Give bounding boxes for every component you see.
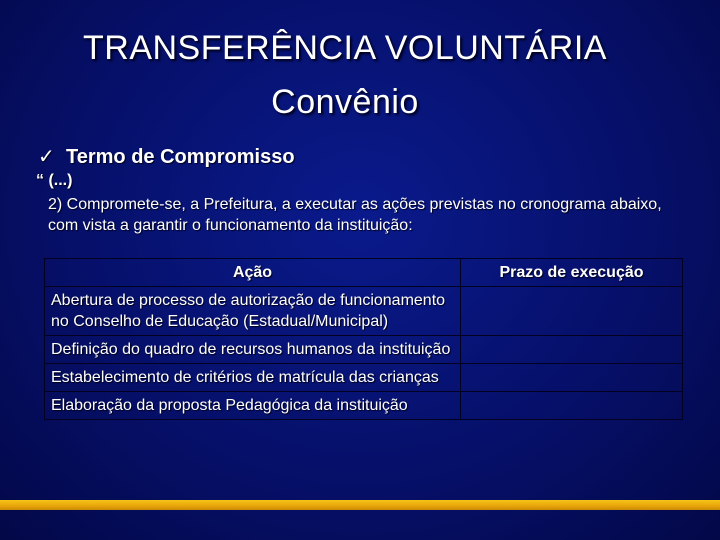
header-acao: Ação: [45, 259, 461, 287]
footer-accent-bar: [0, 500, 720, 510]
cell-prazo: [461, 364, 683, 392]
cell-acao: Elaboração da proposta Pedagógica da instituição: [45, 392, 461, 420]
cell-prazo: [461, 336, 683, 364]
table-row: [45, 336, 683, 364]
page-subtitle: Convênio: [271, 83, 419, 121]
table-row: [45, 287, 683, 336]
cell-prazo: [461, 392, 683, 420]
schedule-table: [44, 258, 683, 420]
bullet-label: Termo de Compromisso: [66, 146, 295, 168]
quote-open: “ (...): [36, 172, 73, 189]
check-icon: ✓: [38, 146, 55, 168]
table-header-row: [45, 259, 683, 287]
bullet-item: [38, 144, 295, 169]
page-title: TRANSFERÊNCIA VOLUNTÁRIA: [83, 29, 607, 67]
cell-acao: Definição do quadro de recursos humanos da instituição: [45, 336, 461, 364]
cell-prazo: [461, 287, 683, 336]
cell-acao: Estabelecimento de critérios de matrícula das crianças: [45, 364, 461, 392]
cell-acao: Abertura de processo de autorização de funcionamento no Conselho de Educação (Estadual/Municipal): [45, 287, 461, 336]
table-row: [45, 364, 683, 392]
table-row: [45, 392, 683, 420]
header-prazo: Prazo de execução: [461, 259, 683, 287]
paragraph: 2) Compromete-se, a Prefeitura, a executar as ações previstas no cronograma abaixo, com vista a garantir o funcionamento da instituição:: [48, 196, 662, 234]
